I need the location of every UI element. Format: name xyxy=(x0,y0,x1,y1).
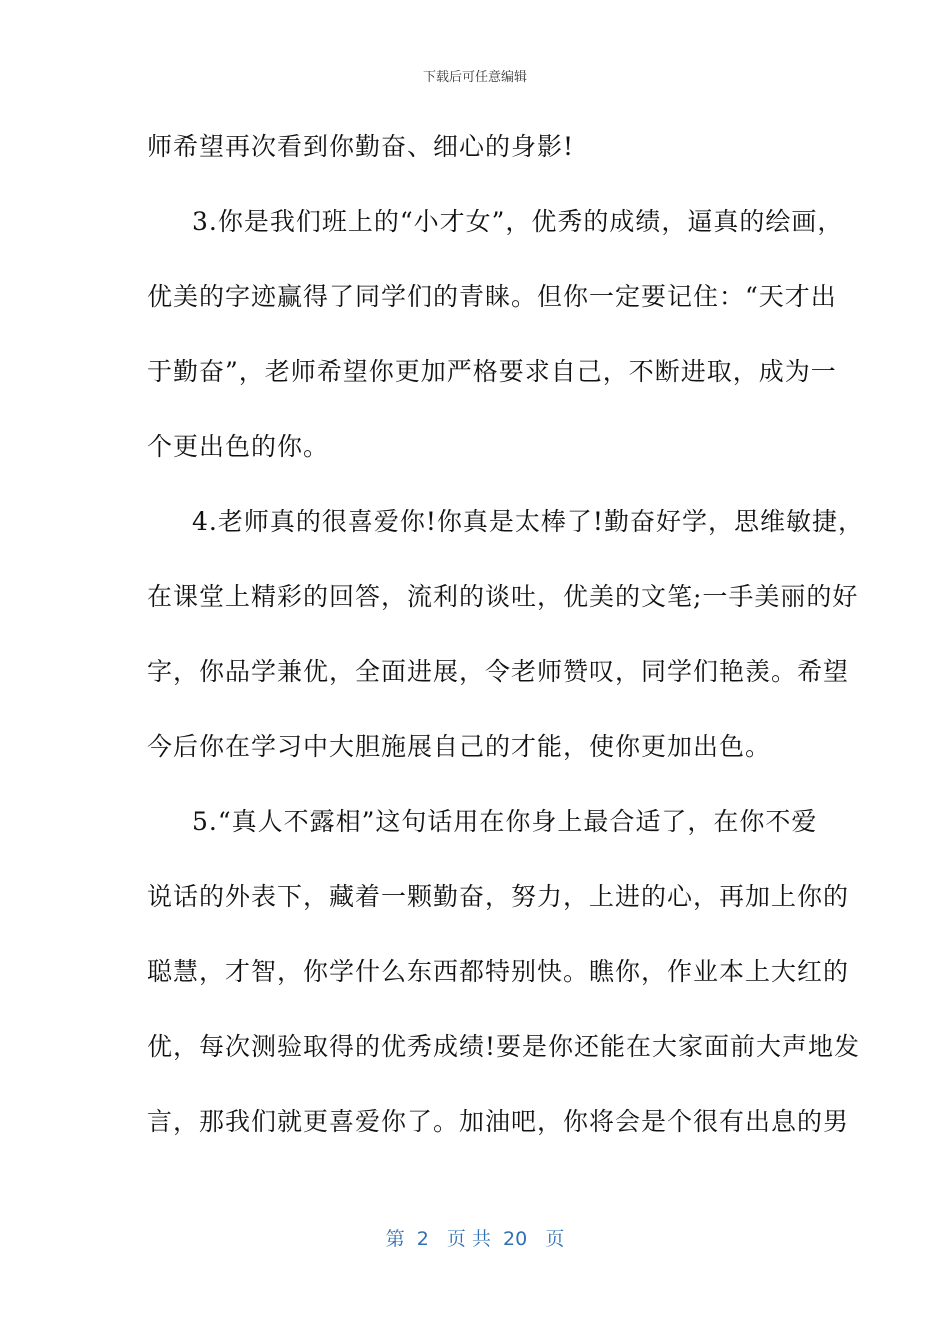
text-line: 于勤奋”，老师希望你更加严格要求自己，不断进取，成为一 xyxy=(147,357,837,386)
text-line: 说话的外表下，藏着一颗勤奋，努力，上进的心，再加上你的 xyxy=(147,882,850,911)
text-line: 4.老师真的很喜爱你!你真是太棒了!勤奋好学，思维敏捷， xyxy=(192,507,864,536)
text-line: 今后你在学习中大胆施展自己的才能，使你更加出色。 xyxy=(147,732,772,761)
text-line: 字，你品学兼优，全面进展，令老师赞叹，同学们艳羡。希望 xyxy=(147,657,850,686)
text-line: 5.“真人不露相”这句话用在你身上最合适了，在你不爱 xyxy=(192,807,818,836)
text-line: 个更出色的你。 xyxy=(147,432,330,461)
text-line: 聪慧，才智，你学什么东西都特别快。瞧你，作业本上大红的 xyxy=(147,957,850,986)
text-line: 优美的字迹赢得了同学们的青睐。但你一定要记住：“天才出 xyxy=(147,282,837,311)
text-line: 3.你是我们班上的“小才女”，优秀的成绩，逼真的绘画， xyxy=(192,207,844,236)
text-line: 言，那我们就更喜爱你了。加油吧，你将会是个很有出息的男 xyxy=(147,1107,850,1136)
page-number-footer: 第 2 页 共 20 页 xyxy=(385,1228,565,1250)
text-line: 师希望再次看到你勤奋、细心的身影! xyxy=(147,132,575,161)
page-header: 下载后可任意编辑 xyxy=(422,70,527,85)
text-line: 优，每次测验取得的优秀成绩!要是你还能在大家面前大声地发 xyxy=(147,1032,861,1061)
text-line: 在课堂上精彩的回答，流利的谈吐，优美的文笔;一手美丽的好 xyxy=(147,582,859,611)
